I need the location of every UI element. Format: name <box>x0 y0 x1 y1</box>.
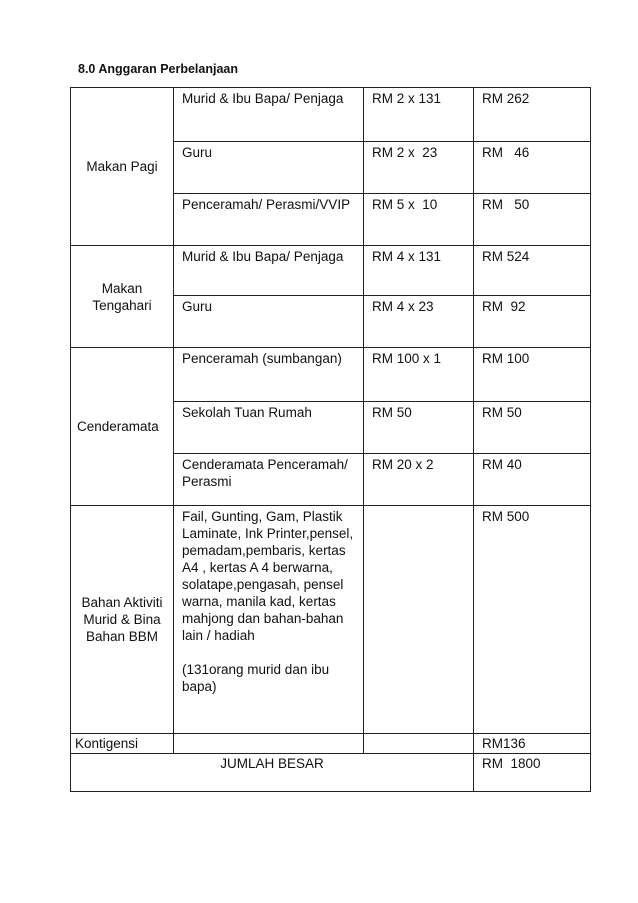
item-cell: Guru <box>174 296 364 348</box>
calc-cell <box>364 506 474 734</box>
calc-cell: RM 20 x 2 <box>364 454 474 506</box>
amount-cell: RM 40 <box>474 454 591 506</box>
empty-cell <box>364 734 474 754</box>
kontigensi-amount: RM136 <box>474 734 591 754</box>
total-amount: RM 1800 <box>474 754 591 792</box>
group-makan-tengahari: Makan Tengahari <box>71 246 174 348</box>
kontigensi-label: Kontigensi <box>71 734 174 754</box>
group-bahan-aktiviti: Bahan Aktiviti Murid & Bina Bahan BBM <box>71 506 174 734</box>
group-cenderamata: Cenderamata <box>71 348 174 506</box>
total-label: JUMLAH BESAR <box>71 754 474 792</box>
calc-cell: RM 4 x 23 <box>364 296 474 348</box>
item-cell: Sekolah Tuan Rumah <box>174 402 364 454</box>
amount-cell: RM 524 <box>474 246 591 296</box>
calc-cell: RM 2 x 131 <box>364 88 474 142</box>
amount-cell: RM 46 <box>474 142 591 194</box>
budget-table <box>70 87 591 792</box>
item-cell: Penceramah (sumbangan) <box>174 348 364 402</box>
amount-cell: RM 50 <box>474 402 591 454</box>
section-heading: 8.0 Anggaran Perbelanjaan <box>78 62 239 76</box>
item-cell: Guru <box>174 142 364 194</box>
materials-list: Fail, Gunting, Gam, Plastik Laminate, Ink Printer,pensel, pemadam,pembaris, kertas A4 , kertas A 4 berwarna, solatape,pengasah, pensel warna, manila kad, kertas mahjong dan bahan-bahan lain / hadiah <box>182 509 354 643</box>
item-cell <box>174 506 364 734</box>
amount-cell: RM 262 <box>474 88 591 142</box>
item-cell: Penceramah/ Perasmi/VVIP <box>174 194 364 246</box>
amount-cell: RM 500 <box>474 506 591 734</box>
amount-cell: RM 50 <box>474 194 591 246</box>
group-makan-pagi: Makan Pagi <box>71 88 174 246</box>
empty-cell <box>174 734 364 754</box>
calc-cell: RM 50 <box>364 402 474 454</box>
item-cell: Murid & Ibu Bapa/ Penjaga <box>174 246 364 296</box>
amount-cell: RM 100 <box>474 348 591 402</box>
calc-cell: RM 2 x 23 <box>364 142 474 194</box>
materials-note: (131orang murid dan ibu bapa) <box>182 662 330 694</box>
item-cell: Cenderamata Penceramah/ Perasmi <box>174 454 364 506</box>
amount-cell: RM 92 <box>474 296 591 348</box>
calc-cell: RM 4 x 131 <box>364 246 474 296</box>
calc-cell: RM 100 x 1 <box>364 348 474 402</box>
item-cell: Murid & Ibu Bapa/ Penjaga <box>174 88 364 142</box>
calc-cell: RM 5 x 10 <box>364 194 474 246</box>
